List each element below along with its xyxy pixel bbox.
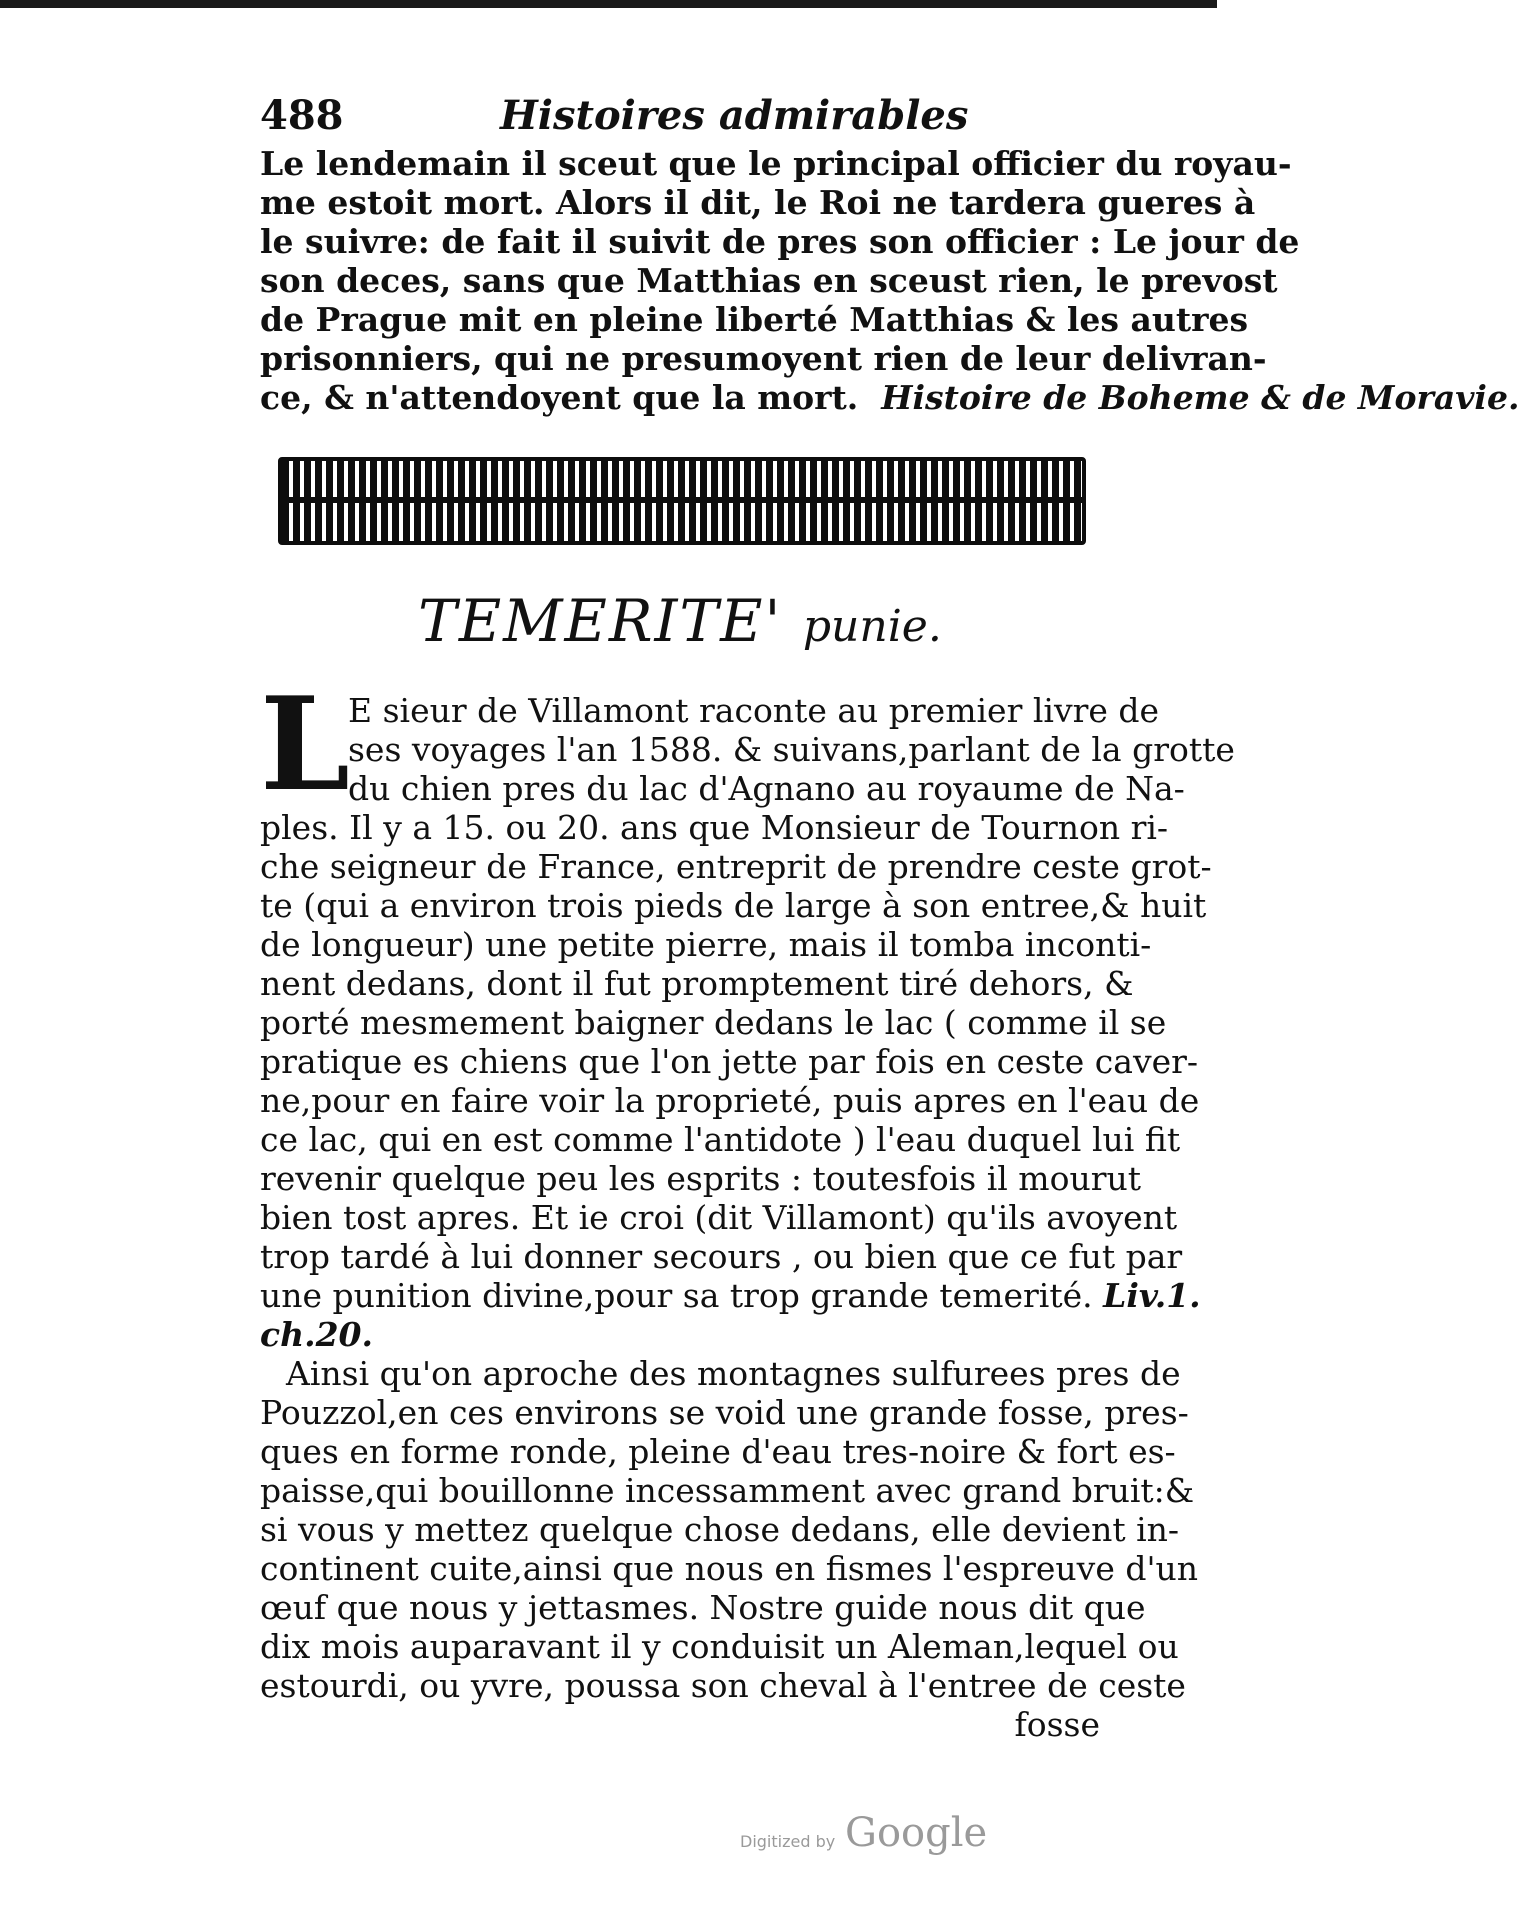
citation: ch.20. xyxy=(260,1315,373,1354)
scan-top-edge xyxy=(0,0,1217,8)
text-line: du chien pres du lac d'Agnano au royaume de Na- xyxy=(348,769,1185,808)
citation: Histoire de Boheme & de Moravie. xyxy=(881,378,1519,417)
text-line xyxy=(260,1315,1100,1354)
text-line: revenir quelque peu les esprits : toutesfois il mourut xyxy=(260,1159,1141,1198)
text-line: de longueur) une petite pierre, mais il tomba inconti- xyxy=(260,925,1152,964)
section-title xyxy=(260,585,1100,657)
text-line: Pouzzol,en ces environs se void une grande fosse, pres- xyxy=(260,1393,1189,1432)
top-paragraph xyxy=(260,144,1519,417)
text-line: trop tardé à lui donner secours , ou bien que ce fut par xyxy=(260,1237,1183,1276)
google-logo: Google xyxy=(845,1810,988,1856)
text-line: che seigneur de France, entreprit de prendre ceste grot- xyxy=(260,847,1212,886)
text-line: ce lac, qui en est comme l'antidote ) l'eau duquel lui fit xyxy=(260,1120,1181,1159)
first-paragraph xyxy=(260,670,1235,1354)
text-line: E sieur de Villamont raconte au premier livre de xyxy=(348,691,1160,730)
text-line: Ainsi qu'on aproche des montagnes sulfurees pres de xyxy=(286,1354,1181,1393)
text-line xyxy=(260,1276,1201,1315)
text-line: nent dedans, dont il fut promptement tiré dehors, & xyxy=(260,964,1134,1003)
text-line: Le lendemain il sceut que le principal officier du royau- xyxy=(260,144,1292,183)
text-line: estourdi, ou yvre, poussa son cheval à l'entree de ceste xyxy=(260,1666,1186,1705)
text-line: prisonniers, qui ne presumoyent rien de leur delivran- xyxy=(260,339,1267,378)
section-title-main: TEMERITE' xyxy=(418,587,783,655)
text-line: paisse,qui bouillonne incessamment avec grand bruit:& xyxy=(260,1471,1195,1510)
text-line: ses voyages l'an 1588. & suivans,parlant de la grotte xyxy=(348,730,1235,769)
section-title-sub: punie. xyxy=(802,601,942,652)
second-paragraph xyxy=(260,1354,1199,1744)
catchword: fosse xyxy=(1014,1705,1100,1744)
text-line: de Prague mit en pleine liberté Matthias & les autres xyxy=(260,300,1249,339)
citation: Liv.1. xyxy=(1103,1276,1201,1315)
text-line: te (qui a environ trois pieds de large à son entree,& huit xyxy=(260,886,1207,925)
text-line: le suivre: de fait il suivit de pres son officier : Le jour de xyxy=(260,222,1300,261)
page-number: 488 xyxy=(260,92,344,139)
text-line: œuf que nous y jettasmes. Nostre guide nous dit que xyxy=(260,1588,1146,1627)
text-line: dix mois auparavant il y conduisit un Aleman,lequel ou xyxy=(260,1627,1179,1666)
running-header xyxy=(260,88,1100,144)
text-line: porté mesmement baigner dedans le lac ( comme il se xyxy=(260,1003,1167,1042)
text-line: son deces, sans que Matthias en sceust rien, le prevost xyxy=(260,261,1278,300)
digitized-watermark xyxy=(740,1810,1000,1870)
text-line: pratique es chiens que l'on jette par fois en ceste caver- xyxy=(260,1042,1199,1081)
text-line xyxy=(260,378,1519,417)
text-line: bien tost apres. Et ie croi (dit Villamont) qu'ils avoyent xyxy=(260,1198,1178,1237)
text-fragment: une punition divine,pour sa trop grande temerité. xyxy=(260,1276,1093,1315)
text-line: ples. Il y a 15. ou 20. ans que Monsieur de Tournon ri- xyxy=(260,808,1169,847)
text-line: ques en forme ronde, pleine d'eau tres-noire & fort es- xyxy=(260,1432,1176,1471)
running-title: Histoires admirables xyxy=(500,92,969,139)
text-line: me estoit mort. Alors il dit, le Roi ne tardera gueres à xyxy=(260,183,1256,222)
book-page xyxy=(260,88,1519,1744)
text-line: si vous y mettez quelque chose dedans, elle devient in- xyxy=(260,1510,1180,1549)
text-line: ne,pour en faire voir la proprieté, puis apres en l'eau de xyxy=(260,1081,1200,1120)
text-line: continent cuite,ainsi que nous en fismes l'espreuve d'un xyxy=(260,1549,1199,1588)
decorative-ornament-band xyxy=(278,457,1086,545)
drop-cap-letter: L xyxy=(260,670,350,820)
text-fragment: ce, & n'attendoyent que la mort. xyxy=(260,378,859,417)
digitized-label: Digitized by xyxy=(740,1832,836,1851)
